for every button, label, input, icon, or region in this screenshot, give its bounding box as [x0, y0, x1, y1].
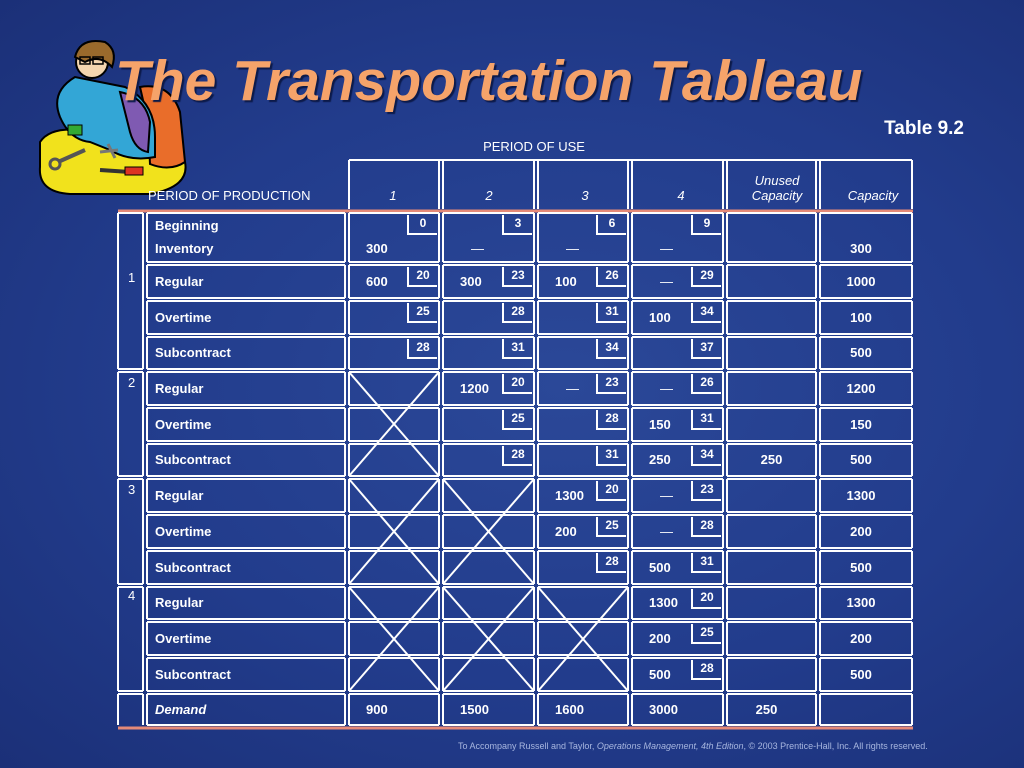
- table-number: Table 9.2: [884, 118, 964, 139]
- demand-value: 3000: [649, 701, 678, 717]
- period-number-4: 4: [128, 588, 136, 603]
- allocation-value: —: [660, 241, 673, 256]
- period-number-1: 1: [128, 270, 136, 285]
- demand-label: Demand: [155, 701, 207, 717]
- unit-cost-box: 25: [691, 624, 721, 644]
- allocation-value: 300: [460, 273, 482, 289]
- unit-cost-box: 31: [502, 339, 532, 359]
- unit-cost-box: 28: [502, 303, 532, 323]
- allocation-value: —: [566, 241, 579, 256]
- capacity-value: 100: [850, 309, 872, 325]
- unit-cost-box: 31: [596, 303, 626, 323]
- capacity-value: 500: [850, 666, 872, 682]
- unit-cost-box: 20: [502, 374, 532, 394]
- unit-cost-box: 34: [691, 303, 721, 323]
- allocation-value: —: [471, 241, 484, 256]
- unit-cost-box: 25: [596, 517, 626, 537]
- row-label: Regular: [155, 380, 204, 396]
- row-label: Subcontract: [155, 452, 231, 467]
- capacity-value: 1200: [846, 380, 876, 396]
- unit-cost-box: 25: [502, 410, 532, 430]
- column-header-2: 2: [485, 188, 493, 203]
- allocation-value: —: [660, 523, 673, 539]
- capacity-header: Capacity: [847, 188, 899, 203]
- unit-cost-box: 28: [596, 410, 626, 430]
- demand-unused-capacity: 250: [755, 701, 778, 717]
- allocation-value: 150: [649, 416, 671, 432]
- unit-cost-box: 6: [596, 215, 626, 235]
- unit-cost-box: 28: [691, 660, 721, 680]
- capacity-value: 500: [850, 452, 872, 467]
- unit-cost-box: 28: [596, 553, 626, 573]
- unit-cost-box: 20: [407, 267, 437, 287]
- unit-cost-box: 0: [407, 215, 437, 235]
- row-label: Beginning: [155, 218, 219, 233]
- allocation-value: 250: [649, 452, 671, 467]
- unit-cost-box: 26: [691, 374, 721, 394]
- unused-capacity-value: 250: [760, 452, 783, 467]
- period-of-use-label: PERIOD OF USE: [483, 139, 585, 154]
- capacity-value: 500: [850, 559, 872, 575]
- slide-title: The Transportation Tableau: [115, 49, 863, 113]
- row-label: Subcontract: [155, 666, 231, 682]
- capacity-value: 1300: [846, 487, 876, 503]
- copyright-footer: To Accompany Russell and Taylor, Operations Management, 4th Edition, © 2003 Prentice-Hall, Inc. All rights reserved.: [458, 741, 928, 751]
- allocation-value: —: [660, 380, 673, 396]
- period-number-2: 2: [128, 375, 136, 390]
- row-label: Inventory: [155, 241, 214, 256]
- unit-cost-box: 3: [502, 215, 532, 235]
- capacity-value: 1000: [846, 273, 876, 289]
- allocation-value: 300: [366, 241, 388, 256]
- unused-capacity-header-line1: Unused: [754, 173, 800, 188]
- unit-cost-box: 31: [691, 553, 721, 573]
- column-header-3: 3: [581, 188, 589, 203]
- period-of-production-label: PERIOD OF PRODUCTION: [148, 188, 311, 203]
- allocation-value: 500: [649, 666, 671, 682]
- capacity-value: 200: [850, 523, 872, 539]
- demand-value: 1500: [460, 701, 489, 717]
- allocation-value: 1300: [555, 487, 584, 503]
- unit-cost-box: 20: [691, 589, 721, 609]
- allocation-value: 600: [366, 273, 388, 289]
- row-label: Overtime: [155, 523, 212, 539]
- allocation-value: 100: [649, 309, 671, 325]
- capacity-value: 500: [850, 345, 872, 360]
- unit-cost-box: 23: [691, 481, 721, 501]
- unit-cost-box: 37: [691, 339, 721, 359]
- unit-cost-box: 34: [596, 339, 626, 359]
- capacity-value: 1300: [846, 595, 876, 610]
- unit-cost-box: 9: [691, 215, 721, 235]
- allocation-value: 200: [555, 523, 577, 539]
- unit-cost-box: 26: [596, 267, 626, 287]
- row-label: Subcontract: [155, 559, 231, 575]
- row-label: Overtime: [155, 630, 212, 646]
- column-header-1: 1: [389, 188, 397, 203]
- allocation-value: 500: [649, 559, 671, 575]
- unit-cost-box: 31: [691, 410, 721, 430]
- row-label: Regular: [155, 487, 204, 503]
- unit-cost-box: 23: [596, 374, 626, 394]
- unit-cost-box: 23: [502, 267, 532, 287]
- demand-value: 900: [366, 701, 388, 717]
- allocation-value: 1200: [460, 380, 489, 396]
- unit-cost-box: 34: [691, 446, 721, 466]
- capacity-value: 200: [850, 630, 872, 646]
- row-label: Regular: [155, 595, 204, 610]
- unit-cost-box: 28: [502, 446, 532, 466]
- row-label: Overtime: [155, 309, 212, 325]
- allocation-value: 1300: [649, 595, 678, 610]
- capacity-value: 300: [850, 241, 872, 256]
- unused-capacity-header-line2: Capacity: [751, 188, 803, 203]
- period-number-3: 3: [128, 482, 136, 497]
- allocation-value: 200: [649, 630, 671, 646]
- unit-cost-box: 29: [691, 267, 721, 287]
- demand-value: 1600: [555, 701, 584, 717]
- allocation-value: —: [660, 487, 673, 503]
- allocation-value: —: [660, 273, 673, 289]
- capacity-value: 150: [850, 416, 872, 432]
- allocation-value: 100: [555, 273, 577, 289]
- unit-cost-box: 25: [407, 303, 437, 323]
- row-label: Overtime: [155, 416, 212, 432]
- row-label: Subcontract: [155, 345, 231, 360]
- unit-cost-box: 31: [596, 446, 626, 466]
- unit-cost-box: 28: [691, 517, 721, 537]
- row-label: Regular: [155, 273, 204, 289]
- allocation-value: —: [566, 380, 579, 396]
- unit-cost-box: 20: [596, 481, 626, 501]
- column-header-4: 4: [677, 188, 685, 203]
- unit-cost-box: 28: [407, 339, 437, 359]
